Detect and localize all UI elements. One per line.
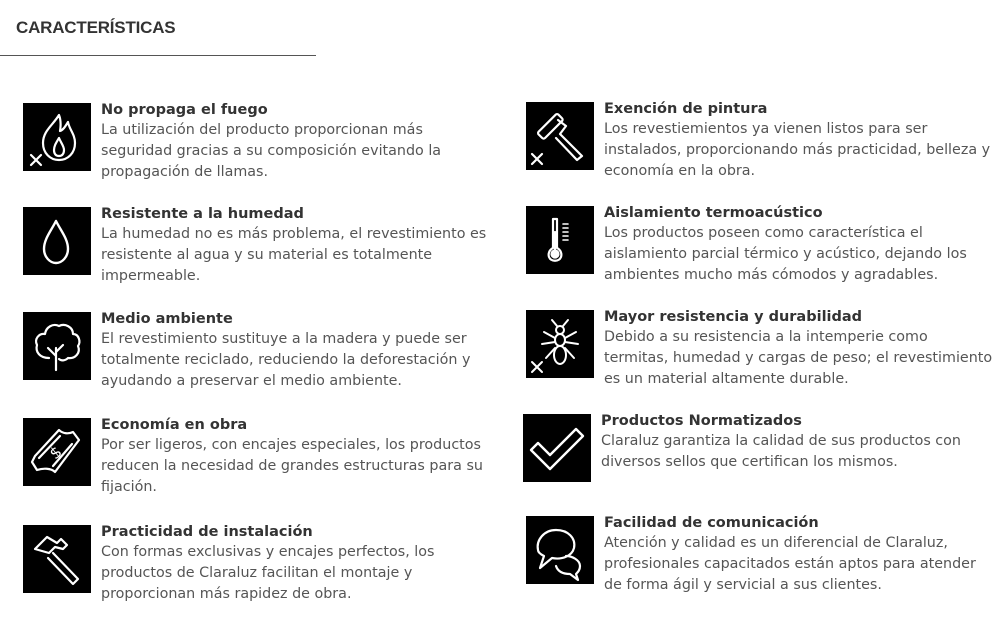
hammer-icon — [23, 525, 91, 593]
feature-description: Debido a su resistencia a la intemperie como termitas, humedad y cargas de peso; el revestimiento es un material altamente durable. — [604, 329, 993, 387]
feature-title: Resistente a la humedad — [101, 206, 304, 222]
svg-text:$: $ — [45, 442, 66, 464]
feature-title: Practicidad de instalación — [101, 524, 313, 540]
fire-off-icon — [23, 103, 91, 171]
feature-description: Con formas exclusivas y encajes perfectos, los productos de Claraluz facilitan el montaje y proporcionan más rapidez de obra. — [101, 544, 435, 602]
section-title: CARACTERÍSTICAS — [16, 18, 176, 37]
checkmark-icon — [523, 414, 591, 482]
feature-title: Aislamiento termoacústico — [604, 205, 823, 221]
thermometer-icon — [526, 206, 594, 274]
title-divider — [0, 55, 316, 56]
feature-description: Atención y calidad es un diferencial de Claraluz, profesionales capacitados están aptos para atender de forma ágil y servicial a sus clientes. — [604, 535, 976, 593]
water-drop-icon — [23, 207, 91, 275]
feature-title: Productos Normatizados — [601, 413, 802, 429]
paint-roller-off-icon — [526, 102, 594, 170]
feature-description: Los revestiemientos ya vienen listos para ser instalados, proporcionando más practicidad, belleza y economía en la obra. — [604, 121, 991, 179]
feature-description: La utilización del producto proporcionan más seguridad gracias a su composición evitando la propagación de llamas. — [101, 122, 442, 180]
chat-bubbles-icon — [526, 516, 594, 584]
feature-description: Claraluz garantiza la calidad de sus productos con diversos sellos que certifican los mismos. — [601, 433, 961, 470]
termite-off-icon — [526, 310, 594, 378]
money-bill-icon — [23, 418, 91, 486]
feature-title: Facilidad de comunicación — [604, 515, 819, 531]
feature-title: Medio ambiente — [101, 311, 233, 327]
feature-title: No propaga el fuego — [101, 102, 268, 118]
feature-description: La humedad no es más problema, el revestimiento es resistente al agua y su material es totalmente impermeable. — [101, 226, 487, 284]
feature-title: Economía en obra — [101, 417, 248, 433]
feature-description: El revestimiento sustituye a la madera y puede ser totalmente reciclado, reduciendo la deforestación y ayudando a preservar el medio ambiente. — [101, 331, 471, 389]
feature-title: Mayor resistencia y durabilidad — [604, 309, 863, 325]
feature-description: Los productos poseen como característica el aislamiento parcial térmico y acústico, dejando los ambientes mucho más cómodos y agradables. — [604, 225, 967, 283]
feature-description: Por ser ligeros, con encajes especiales, los productos reducen la necesidad de grandes estructuras para su fijación. — [101, 437, 483, 495]
feature-title: Exención de pintura — [604, 101, 768, 117]
tree-icon — [23, 312, 91, 380]
